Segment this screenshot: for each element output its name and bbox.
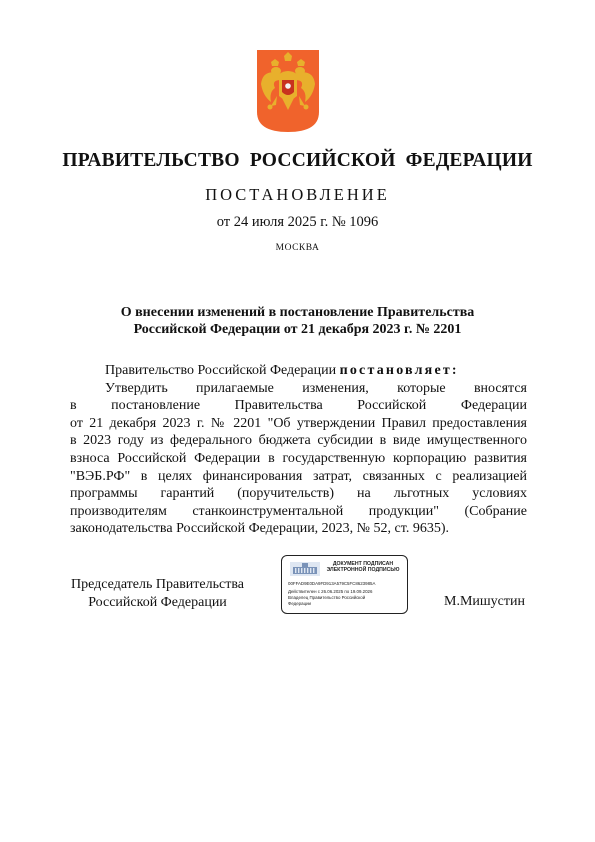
certificate-number: 00FFAD9E0DA9FD913A579C5FC8623985A	[288, 581, 376, 586]
signer-name: М.Мишустин	[444, 594, 525, 609]
body-line: законодательства Российской Федерации, 2023, № 52, ст. 9635).	[70, 521, 449, 537]
certificate-owner: Федерации	[288, 600, 311, 606]
stamp-title-line: ЭЛЕКТРОННОЙ ПОДПИСЬЮ	[326, 567, 400, 574]
stamp-title-line: ДОКУМЕНТ ПОДПИСАН	[332, 561, 394, 567]
certificate-owner: Владелец Правительство Российской	[288, 595, 366, 600]
signer-position-line: Председатель Правительства	[71, 577, 244, 592]
coat-of-arms-icon	[257, 50, 319, 132]
government-building-icon	[290, 562, 320, 576]
body-line: от 21 декабря 2023 г. № 2201 "Об утверждении Правил предоставления	[70, 415, 527, 431]
city: МОСКВА	[275, 243, 320, 253]
intro-text: Правительство Российской Федерации	[105, 363, 337, 378]
certificate-validity: Действителен с 26.06.2025 по 19.09.2026	[288, 589, 373, 594]
document-type: ПОСТАНОВЛЕНИЕ	[205, 185, 390, 204]
intro-paragraph	[70, 362, 527, 380]
body-line: взноса Российской Федерации в государственную корпорацию развития	[70, 450, 527, 466]
subject-line: Российской Федерации от 21 декабря 2023 г. № 2201	[133, 322, 462, 337]
date-and-number: от 24 июля 2025 г. № 1096	[216, 214, 379, 230]
body-line: Утвердить прилагаемые изменения, которые вносятся	[105, 380, 527, 396]
signer-position	[70, 576, 245, 611]
subject-line: О внесении изменений в постановление Правительства	[120, 305, 475, 320]
body-line: программы гарантий (поручительств) на льготных условиях	[70, 486, 527, 502]
signer-position-line: Российской Федерации	[88, 594, 227, 610]
electronic-signature-stamp	[281, 555, 408, 614]
stamp-title	[322, 561, 404, 574]
decree-body	[70, 362, 527, 538]
body-line: "ВЭБ.РФ" в целях финансирования затрат, связанных с реализацией	[70, 468, 527, 484]
body-line: производителям станкоинструментальной продукции" (Собрание	[70, 503, 527, 519]
decree-subject	[60, 304, 535, 338]
decrees-word: постановляет:	[339, 363, 459, 378]
body-line: в постановление Правительства Российской Федерации	[70, 398, 527, 414]
body-line: в 2023 году из федерального бюджета субсидии в виде имущественного	[70, 433, 527, 449]
government-title: ПРАВИТЕЛЬСТВО РОССИЙСКОЙ ФЕДЕРАЦИИ	[62, 150, 533, 171]
